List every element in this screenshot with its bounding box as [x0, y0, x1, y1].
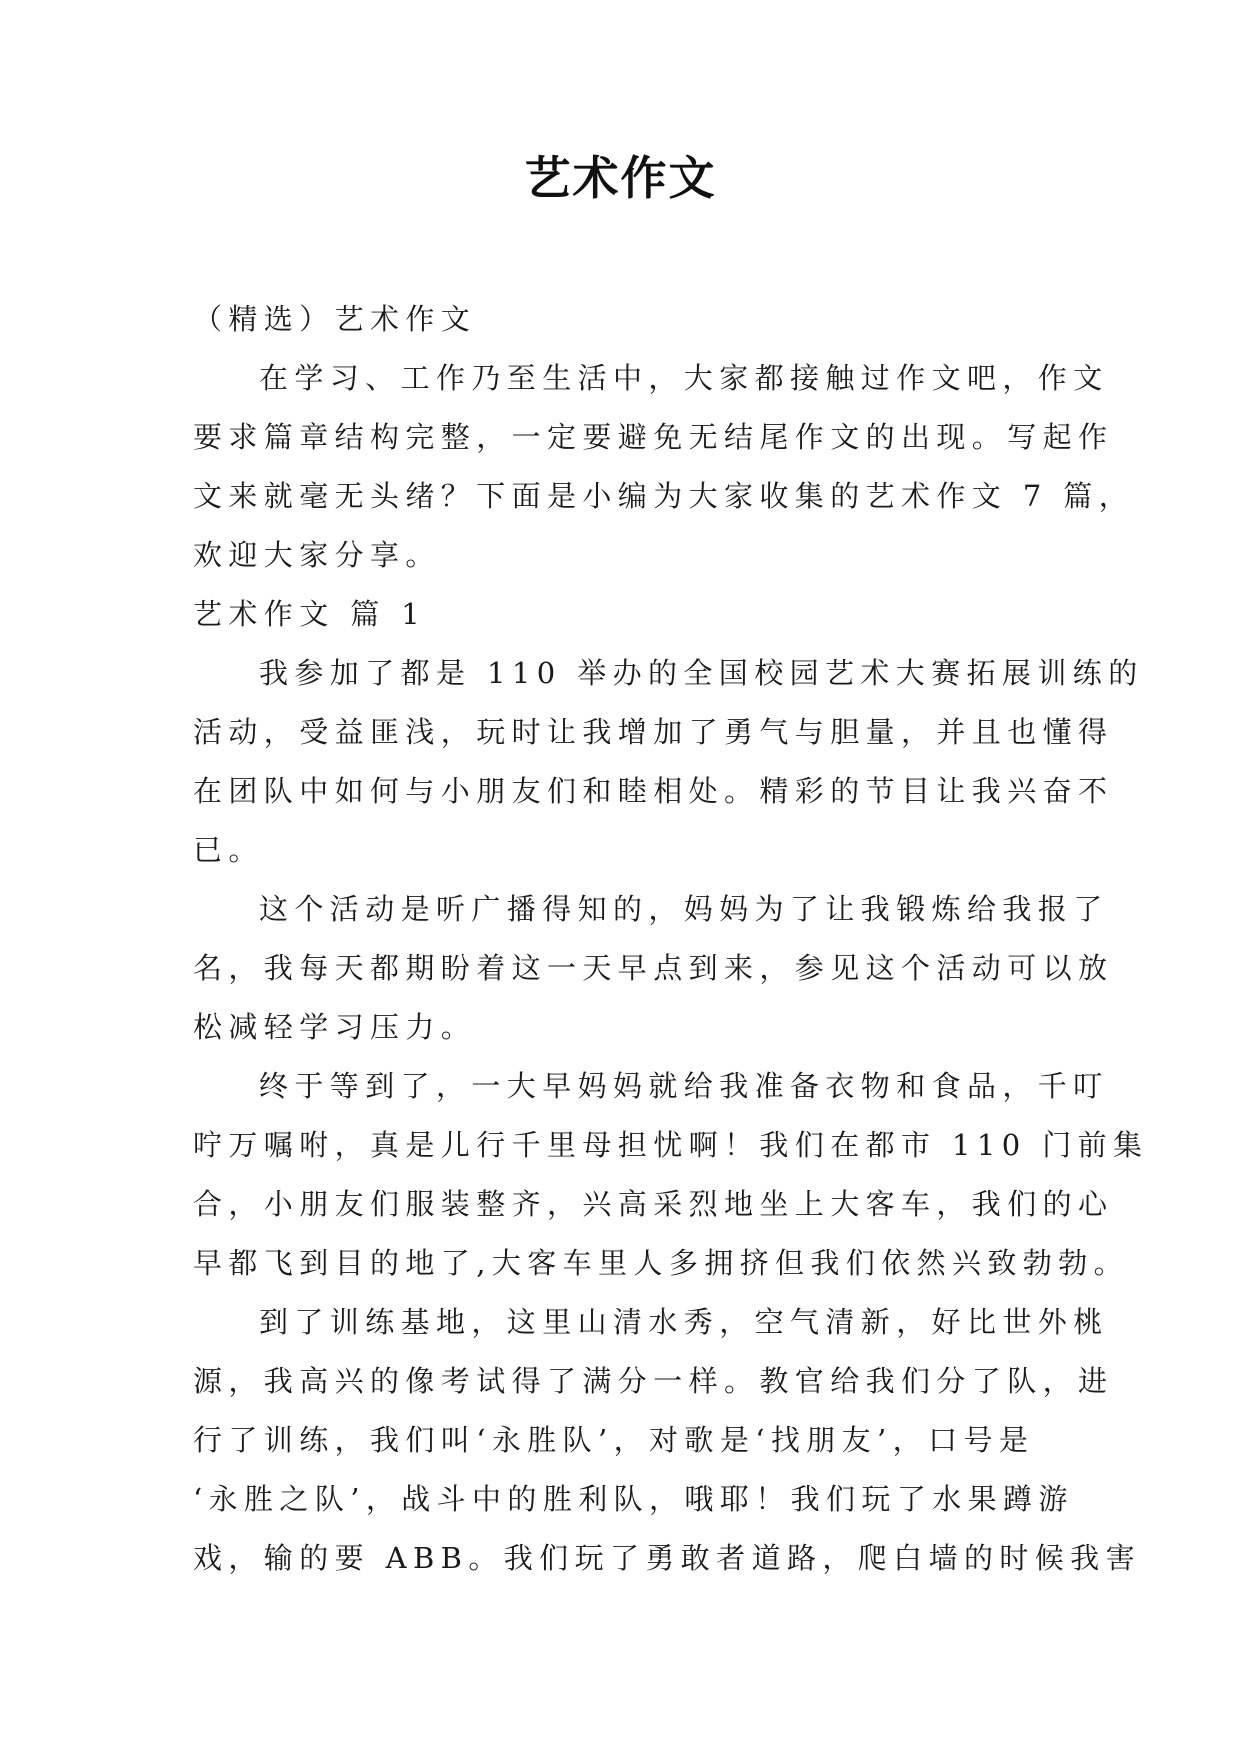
text-line: 这个活动是听广播得知的，妈妈为了让我锻炼给我报了	[259, 892, 1109, 926]
document-title: 艺术作文	[524, 151, 717, 205]
text-line: 已。	[193, 833, 264, 867]
text-line: 要求篇章结构完整，一定要避免无结尾作文的出现。写起作	[193, 420, 1114, 454]
text-line: 在团队中如何与小朋友们和睦相处。精彩的节目让我兴奋不	[193, 774, 1114, 808]
text-line: 文来就毫无头绪？下面是小编为大家收集的艺术作文 7 篇，	[193, 479, 1135, 513]
text-line: 早都飞到目的地了,大客车里人多拥挤但我们依然兴致勃勃。	[193, 1246, 1130, 1280]
text-line: 松减轻学习压力。	[193, 1010, 477, 1044]
text-line: 终于等到了，一大早妈妈就给我准备衣物和食品，千叮	[259, 1069, 1109, 1103]
text-line: 在学习、工作乃至生活中，大家都接触过作文吧，作文	[259, 361, 1109, 395]
text-line: 欢迎大家分享。	[193, 538, 441, 572]
text-line: 名，我每天都期盼着这一天早点到来，参见这个活动可以放	[193, 951, 1114, 985]
text-line: ‘永胜之队’，战斗中的胜利队，哦耶！我们玩了水果蹲游	[193, 1482, 1074, 1516]
text-line: 到了训练基地，这里山清水秀，空气清新，好比世外桃	[259, 1305, 1109, 1339]
text-line: 我参加了都是 110 举办的全国校园艺术大赛拓展训练的	[259, 656, 1144, 690]
text-line: 合，小朋友们服装整齐，兴高采烈地坐上大客车，我们的心	[193, 1187, 1114, 1221]
text-line: 咛万嘱咐，真是儿行千里母担忧啊！我们在都市 110 门前集	[193, 1128, 1149, 1162]
text-line: 活动，受益匪浅，玩时让我增加了勇气与胆量，并且也懂得	[193, 715, 1114, 749]
text-line: 戏，输的要 ABB。我们玩了勇敢者道路，爬白墙的时候我害	[193, 1541, 1141, 1575]
text-line: 源，我高兴的像考试得了满分一样。教官给我们分了队，进	[193, 1364, 1114, 1398]
document-body	[193, 290, 1149, 1588]
text-line: 行了训练，我们叫‘永胜队’，对歌是‘找朋友’，口号是	[193, 1423, 1035, 1457]
text-line: 艺术作文 篇 1	[193, 597, 427, 631]
text-line: （精选）艺术作文	[193, 302, 477, 336]
